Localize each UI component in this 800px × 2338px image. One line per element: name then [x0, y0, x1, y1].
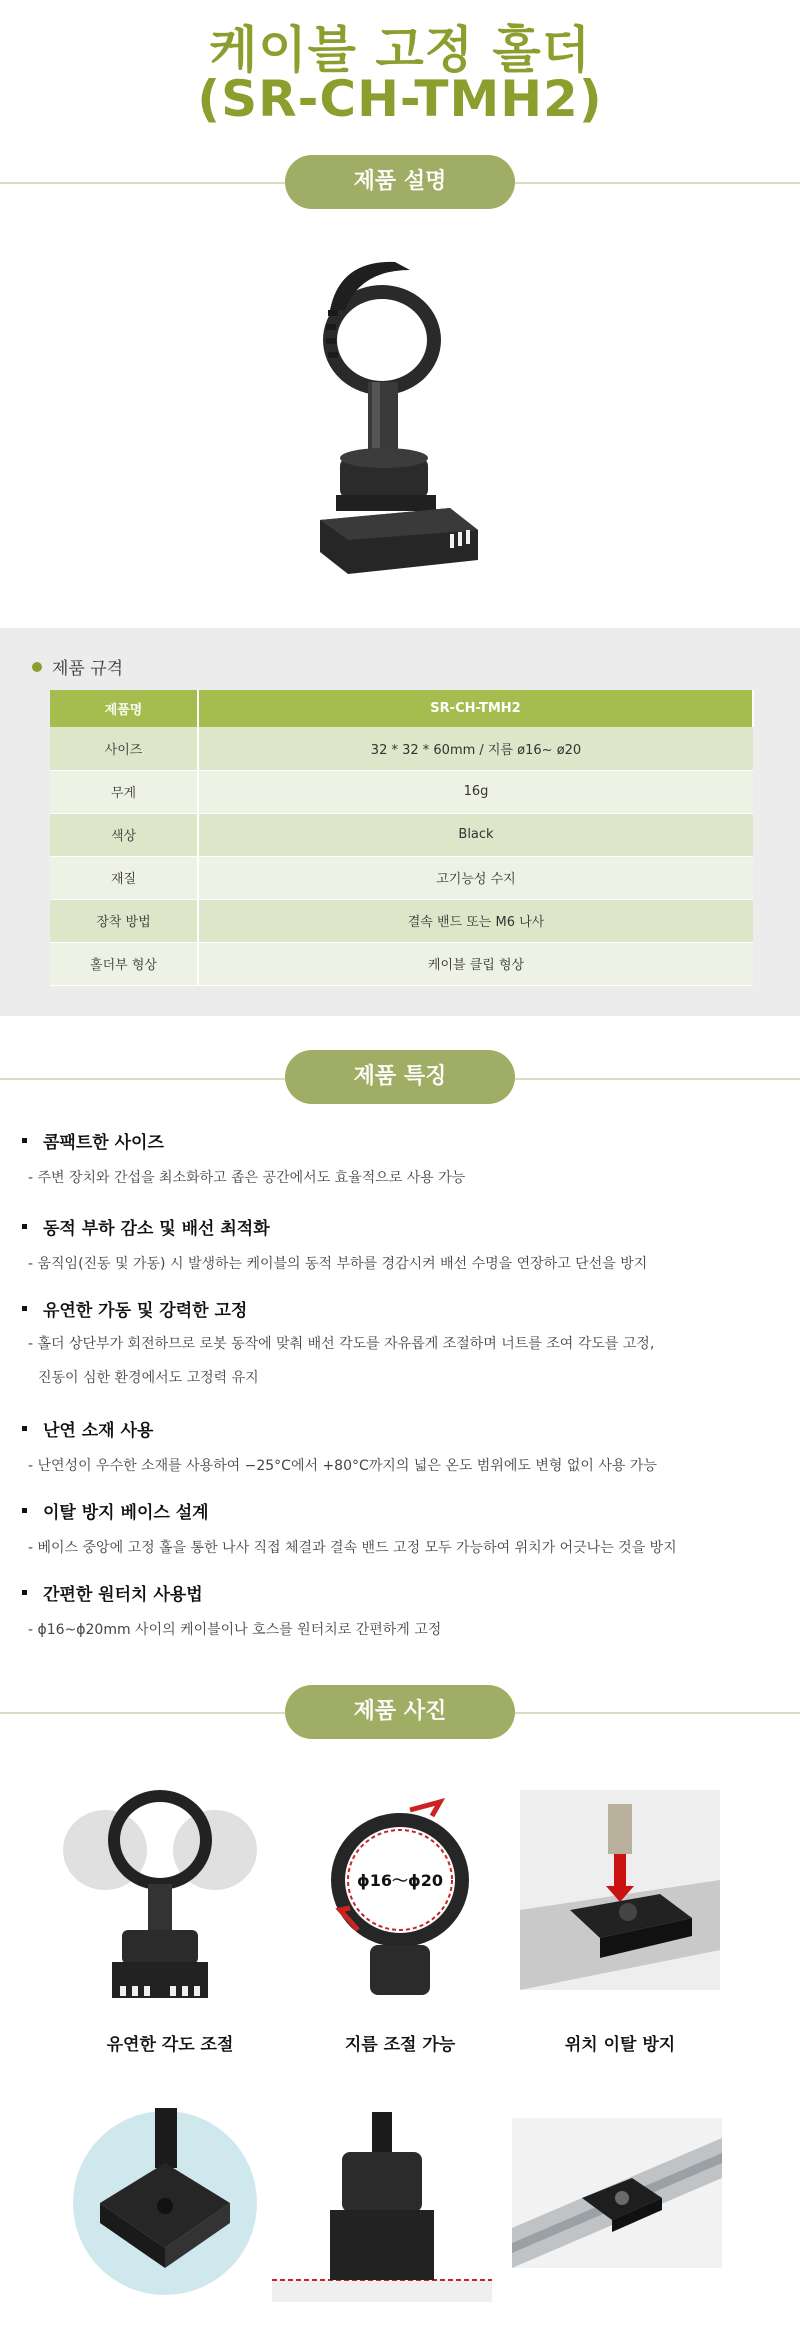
feature-item: [22, 1580, 782, 1647]
feature-title: 간편한 원터치 사용법: [43, 1585, 203, 1605]
feature-description: - 홀더 상단부가 회전하므로 로봇 동작에 맞춰 배선 각도를 자유롭게 조절하며 너트를 조여 각도를 고정,: [28, 1336, 655, 1352]
feature-item: [22, 1416, 782, 1483]
spec-key: 사이즈: [50, 727, 198, 770]
spec-key: 색상: [50, 813, 198, 856]
feature-item: [22, 1296, 782, 1395]
feature-description: - ϕ16~ϕ20mm 사이의 케이블이나 호스를 원터치로 간편하게 고정: [28, 1622, 442, 1638]
spec-key: 무게: [50, 770, 198, 813]
table-row: [50, 942, 753, 985]
spec-value: 케이블 클립 형상: [198, 942, 753, 985]
bullet-dot-icon: [32, 662, 42, 672]
bullet-square-icon: [22, 1224, 27, 1229]
feature-item: [22, 1498, 782, 1565]
diameter-label: ϕ16～ϕ20: [356, 1871, 444, 1890]
photo-caption: 지름 조절 가능: [344, 2035, 456, 2055]
bullet-square-icon: [22, 1138, 27, 1143]
feature-title: 난연 소재 사용: [43, 1421, 154, 1441]
spec-value: Black: [198, 813, 753, 856]
table-row: [50, 899, 753, 942]
spec-value: 결속 밴드 또는 M6 나사: [198, 899, 753, 942]
bullet-square-icon: [22, 1306, 27, 1311]
photo-position-lock: [520, 1790, 720, 1990]
feature-description: - 주변 장치와 간섭을 최소화하고 좁은 공간에서도 효율적으로 사용 가능: [28, 1170, 466, 1186]
page-title: 케이블 고정 홀더: [209, 21, 591, 79]
product-hero-image: [300, 240, 500, 580]
photo-caption: 위치 이탈 방지: [564, 2035, 676, 2055]
bullet-square-icon: [22, 1508, 27, 1513]
spec-heading: [32, 654, 123, 679]
section-title-description: 제품 설명: [285, 155, 515, 209]
spec-value: 32 * 32 * 60mm / 지름 ø16~ ø20: [198, 727, 753, 770]
photo-band-mount: [272, 2112, 492, 2302]
table-row: [50, 727, 753, 770]
table-row: [50, 856, 753, 899]
spec-heading-text: 제품 규격: [52, 659, 124, 679]
feature-title: 콤팩트한 사이즈: [43, 1133, 164, 1153]
spec-table: [50, 690, 754, 986]
section-title-photos: 제품 사진: [285, 1685, 515, 1739]
spec-table-header: [50, 690, 753, 727]
model-number: (SR-CH-TMH2): [197, 70, 603, 128]
photo-rail-mount: [512, 2118, 722, 2268]
feature-title: 이탈 방지 베이스 설계: [43, 1503, 209, 1523]
feature-title: 동적 부하 감소 및 배선 최적화: [43, 1219, 270, 1239]
bullet-square-icon: [22, 1590, 27, 1595]
spec-value: 고기능성 수지: [198, 856, 753, 899]
bullet-square-icon: [22, 1426, 27, 1431]
spec-key: 재질: [50, 856, 198, 899]
spec-key: 홀더부 형상: [50, 942, 198, 985]
table-row: [50, 770, 753, 813]
table-row: [50, 813, 753, 856]
spec-header-value: SR-CH-TMH2: [198, 690, 753, 727]
feature-item: [22, 1128, 782, 1195]
feature-title: 유연한 가동 및 강력한 고정: [43, 1301, 248, 1321]
section-title-features: 제품 특징: [285, 1050, 515, 1104]
spec-value: 16g: [198, 770, 753, 813]
spec-key: 장착 방법: [50, 899, 198, 942]
photo-caption: 유연한 각도 조절: [106, 2035, 234, 2055]
feature-description: - 베이스 중앙에 고정 홀을 통한 나사 직접 체결과 결속 밴드 고정 모두 가능하여 위치가 어긋나는 것을 방지: [28, 1540, 677, 1556]
photo-angle-adjust: [60, 1780, 260, 2020]
feature-item: [22, 1214, 782, 1281]
feature-description-continued: 진동이 심한 환경에서도 고정력 유지: [38, 1370, 259, 1386]
feature-description: - 난연성이 우수한 소재를 사용하여 −25°C에서 +80°C까지의 넓은 온도 범위에도 변형 없이 사용 가능: [28, 1458, 657, 1474]
spec-header-key: 제품명: [50, 690, 198, 727]
photo-base-bottom: [70, 2108, 260, 2298]
photo-diameter-adjust: [300, 1780, 500, 2020]
feature-description: - 움직임(진동 및 가동) 시 발생하는 케이블의 동적 부하를 경감시켜 배선 수명을 연장하고 단선을 방지: [28, 1256, 648, 1272]
